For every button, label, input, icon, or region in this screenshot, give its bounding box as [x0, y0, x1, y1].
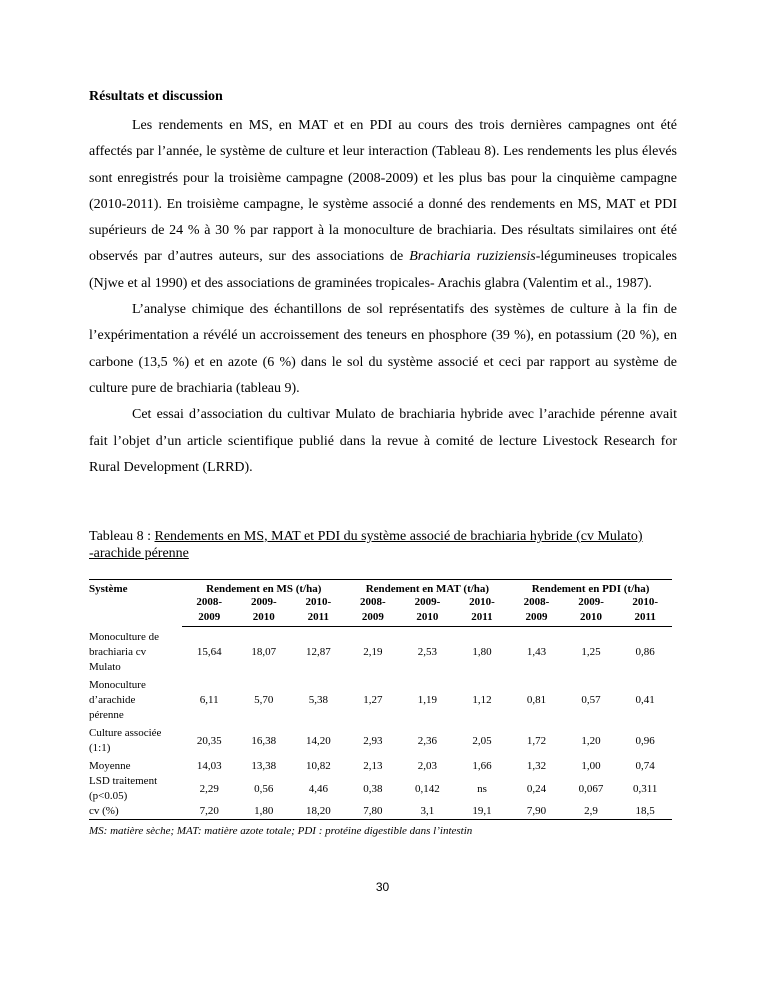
row-label: Moyenne	[89, 759, 131, 772]
table-cell: 0,57	[581, 694, 601, 706]
table-cell: 20,35	[196, 734, 222, 747]
year-header: 2008- 2009	[509, 595, 564, 627]
table-cell: 0,067	[578, 782, 604, 795]
table-cell: 1,72	[526, 734, 547, 747]
table-body	[89, 627, 672, 820]
table-cell: 1,32	[526, 760, 547, 772]
table-cell: 1,80	[472, 646, 492, 659]
table-cell: 0,96	[635, 734, 655, 747]
table-cell: 2,9	[564, 804, 619, 820]
table-cell: 2,53	[417, 646, 438, 659]
year-header: 2010- 2011	[291, 595, 346, 627]
table-cell: 0,86	[635, 646, 655, 659]
year-header: 2009- 2010	[237, 595, 292, 627]
table-row	[89, 804, 672, 820]
body-text	[89, 113, 677, 481]
table-cell: 2,03	[417, 760, 438, 772]
table-cell: 1,27	[363, 694, 383, 706]
table-row	[89, 723, 672, 756]
paragraph-1: Les rendements en MS, en MAT et en PDI au cours des trois dernières campagnes ont été affectés par l’année, le système de culture et leur interaction (Tableau 8). Les rendements les plus élevés sont enregistrés pour la troisième campagne (2008-2009) et les plus bas pour la cinquième campagne (2010-2011). En troisième campagne, le système associé a donné des rendements en MS, MAT et PDI supérieurs de 24 % à 30 % par rapport à la monoculture de brachiaria. Des résultats similaires ont été observés par d’autres auteurs, sur des associations de Brachiaria ruziziensis-légumineuses tropicales (Njwe et al 1990) et des associations de graminées tropicales- Arachis glabra (Valentim et al., 1987).	[89, 118, 677, 291]
table-cell: 1,43	[526, 646, 547, 659]
table-cell: 3,1	[400, 804, 455, 820]
table-cell: 0,74	[635, 760, 655, 772]
table-cell: 2,93	[363, 734, 383, 747]
group-header-pdi: Rendement en PDI (t/ha)	[509, 580, 672, 596]
year-header: 2010- 2011	[618, 595, 672, 627]
table-cell: ns	[477, 782, 487, 795]
row-label: Culture associée (1:1)	[89, 726, 162, 754]
table-cell: 1,20	[581, 734, 601, 747]
row-label: cv (%)	[89, 804, 182, 820]
table-cell: 1,80	[237, 804, 292, 820]
table-cell: 14,20	[305, 734, 331, 747]
table-cell: 1,12	[472, 694, 492, 706]
table-row	[89, 756, 672, 774]
year-header: 2008- 2009	[182, 595, 237, 627]
table-cell: 2,29	[199, 782, 219, 795]
table-cell: 0,38	[363, 782, 383, 795]
table-cell: 15,64	[196, 646, 222, 659]
table-cell: 0,81	[526, 694, 547, 706]
table-caption-title: Rendements en MS, MAT et PDI du système associé de brachiaria hybride (cv Mulato) -arachide pérenne	[89, 529, 643, 561]
table-row	[89, 675, 672, 723]
section-title: Résultats et discussion	[89, 89, 223, 104]
table-cell: 14,03	[196, 760, 222, 772]
row-label: LSD traitement (p<0.05)	[89, 774, 158, 802]
table-cell: 0,142	[415, 782, 440, 795]
row-label: Monoculture de brachiaria cv Mulato	[89, 630, 159, 673]
table-cell: 12,87	[305, 646, 331, 659]
page-number: 30	[375, 880, 390, 894]
table-cell: 2,19	[363, 646, 383, 659]
group-header-mat: Rendement en MAT (t/ha)	[346, 580, 510, 596]
table-cell: 5,38	[308, 694, 328, 706]
row-label: Monoculture d’arachide pérenne	[89, 678, 146, 721]
table-cell: 2,05	[472, 734, 492, 747]
yield-table	[89, 579, 672, 820]
table-cell: 6,11	[199, 694, 219, 706]
table-row	[89, 774, 672, 804]
table-cell: 1,25	[581, 646, 601, 659]
table-cell: 18,5	[618, 804, 672, 820]
table-cell: 16,38	[251, 734, 277, 747]
table-caption: Tableau 8 : Rendements en MS, MAT et PDI du système associé de brachiaria hybride (cv Mulato) -arachide pérenne	[89, 529, 643, 561]
table-cell: 2,36	[417, 734, 438, 747]
table-cell: 2,13	[363, 760, 383, 772]
table-cell: 7,20	[182, 804, 237, 820]
table-cell: 1,66	[472, 760, 492, 772]
group-header-ms: Rendement en MS (t/ha)	[182, 580, 346, 596]
table-cell: 7,80	[346, 804, 401, 820]
table-cell: 18,07	[251, 646, 277, 659]
year-header: 2008- 2009	[346, 595, 401, 627]
paragraph-2: L’analyse chimique des échantillons de sol représentatifs des systèmes de culture à la fin de l’expérimentation a révélé un accroissement des teneurs en phosphore (39 %), en potassium (20 %), en carbone (13,5 %) et en azote (6 %) dans le sol du système associé et ceci par rapport au système de culture pure de brachiaria (tableau 9).	[89, 302, 677, 396]
table-cell: 0,24	[526, 782, 547, 795]
paragraph-3: Cet essai d’association du cultivar Mulato de brachiaria hybride avec l’arachide pérenne avait fait l’objet d’un article scientifique publié dans la revue à comité de lecture Livestock Research for Rural Development (LRRD).	[89, 407, 677, 475]
table-row	[89, 627, 672, 675]
table-cell: 0,56	[254, 782, 274, 795]
table-cell: 18,20	[291, 804, 346, 820]
table-cell: 4,46	[308, 782, 328, 795]
table-cell: 13,38	[251, 760, 277, 772]
table-cell: 5,70	[254, 694, 274, 706]
table-cell: 0,41	[635, 694, 655, 706]
year-header: 2010- 2011	[455, 595, 510, 627]
table-cell: 7,90	[509, 804, 564, 820]
col-system-header: Système	[89, 580, 182, 627]
table-cell: 10,82	[305, 760, 331, 772]
table-header-groups	[89, 580, 672, 596]
table-footnote: MS: matière sèche; MAT: matière azote totale; PDI : protéine digestible dans l’intestin	[89, 825, 473, 837]
table-cell: 1,19	[417, 694, 438, 706]
table-cell: 1,00	[581, 760, 601, 772]
table-cell: 19,1	[455, 804, 510, 820]
species-name: Brachiaria ruziziensis	[409, 249, 536, 265]
table-cell: 0,311	[632, 782, 658, 795]
year-header: 2009- 2010	[564, 595, 619, 627]
year-header: 2009- 2010	[400, 595, 455, 627]
